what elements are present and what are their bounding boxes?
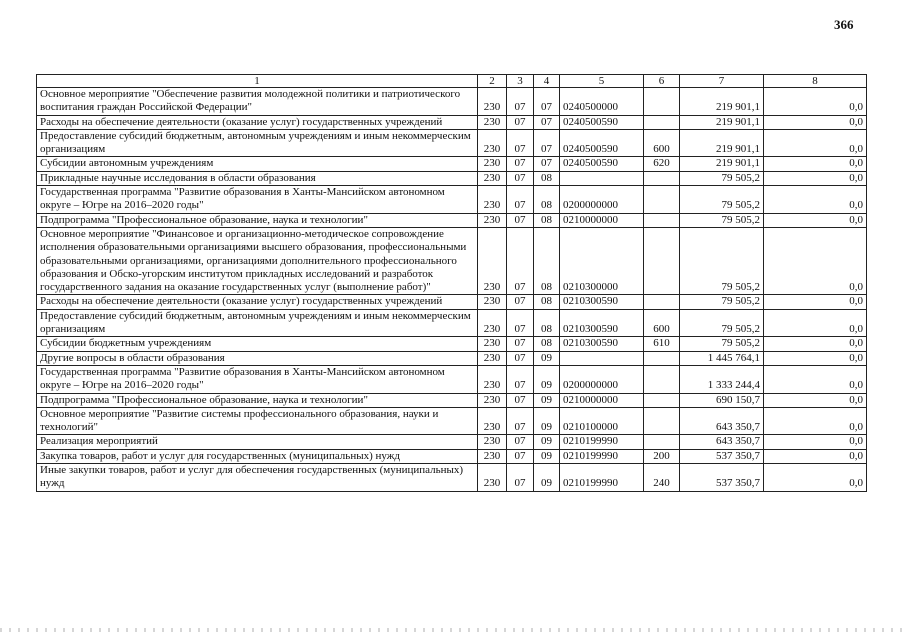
expense-type-cell bbox=[644, 365, 680, 393]
expense-type-cell bbox=[644, 393, 680, 407]
subsection-code-cell: 07 bbox=[534, 88, 560, 116]
item-name-cell: Основное мероприятие "Обеспечение развития молодежной политики и патриотического воспитания граждан Российской Федерации" bbox=[37, 88, 478, 116]
item-name-cell: Предоставление субсидий бюджетным, автономным учреждениям и иным некоммерческим организациям bbox=[37, 309, 478, 337]
column-header: 8 bbox=[764, 75, 867, 88]
table-row bbox=[37, 186, 867, 214]
expense-type-cell bbox=[644, 213, 680, 227]
section-code-cell: 07 bbox=[507, 393, 534, 407]
table-row bbox=[37, 464, 867, 492]
target-article-cell: 0200000000 bbox=[560, 186, 644, 214]
expense-type-cell bbox=[644, 407, 680, 435]
section-code-cell: 07 bbox=[507, 449, 534, 463]
subsection-code-cell: 07 bbox=[534, 129, 560, 157]
target-article-cell: 0240500000 bbox=[560, 88, 644, 116]
subsection-code-cell: 09 bbox=[534, 351, 560, 365]
section-code-cell: 07 bbox=[507, 227, 534, 294]
item-name-cell: Подпрограмма "Профессиональное образование, наука и технологии" bbox=[37, 393, 478, 407]
table-row bbox=[37, 393, 867, 407]
target-article-cell: 0210199990 bbox=[560, 464, 644, 492]
section-code-cell: 07 bbox=[507, 157, 534, 171]
table-row bbox=[37, 295, 867, 309]
amount-2-cell: 0,0 bbox=[764, 227, 867, 294]
admin-code-cell: 230 bbox=[478, 365, 507, 393]
table-row bbox=[37, 449, 867, 463]
target-article-cell: 0210000000 bbox=[560, 393, 644, 407]
item-name-cell: Государственная программа "Развитие образования в Ханты-Мансийском автономном округе – Югре на 2016–2020 годы" bbox=[37, 186, 478, 214]
amount-2-cell: 0,0 bbox=[764, 464, 867, 492]
amount-2-cell: 0,0 bbox=[764, 157, 867, 171]
section-code-cell: 07 bbox=[507, 309, 534, 337]
target-article-cell: 0210199990 bbox=[560, 449, 644, 463]
admin-code-cell: 230 bbox=[478, 295, 507, 309]
section-code-cell: 07 bbox=[507, 295, 534, 309]
item-name-cell: Основное мероприятие "Финансовое и организационно-методическое сопровождение исполнения образовательными организациями высшего образования, профессиональными образовательными организациями, организациями дополнительного профессионального образования и Обско-угорским институтом прикладных исследований и разработок государственного задания на оказание государственных услуг (выполнение работ)" bbox=[37, 227, 478, 294]
table-row bbox=[37, 309, 867, 337]
table-row bbox=[37, 115, 867, 129]
admin-code-cell: 230 bbox=[478, 407, 507, 435]
admin-code-cell: 230 bbox=[478, 337, 507, 351]
amount-2-cell: 0,0 bbox=[764, 337, 867, 351]
amount-cell: 537 350,7 bbox=[680, 449, 764, 463]
subsection-code-cell: 09 bbox=[534, 393, 560, 407]
admin-code-cell: 230 bbox=[478, 157, 507, 171]
item-name-cell: Субсидии автономным учреждениям bbox=[37, 157, 478, 171]
expense-type-cell bbox=[644, 295, 680, 309]
subsection-code-cell: 09 bbox=[534, 435, 560, 449]
column-header: 3 bbox=[507, 75, 534, 88]
amount-2-cell: 0,0 bbox=[764, 129, 867, 157]
target-article-cell: 0210100000 bbox=[560, 407, 644, 435]
expense-type-cell: 600 bbox=[644, 309, 680, 337]
amount-2-cell: 0,0 bbox=[764, 393, 867, 407]
subsection-code-cell: 08 bbox=[534, 295, 560, 309]
amount-2-cell: 0,0 bbox=[764, 295, 867, 309]
section-code-cell: 07 bbox=[507, 407, 534, 435]
amount-cell: 1 445 764,1 bbox=[680, 351, 764, 365]
subsection-code-cell: 08 bbox=[534, 337, 560, 351]
column-header: 5 bbox=[560, 75, 644, 88]
admin-code-cell: 230 bbox=[478, 351, 507, 365]
amount-2-cell: 0,0 bbox=[764, 365, 867, 393]
target-article-cell: 0210300590 bbox=[560, 309, 644, 337]
admin-code-cell: 230 bbox=[478, 464, 507, 492]
item-name-cell: Предоставление субсидий бюджетным, автономным учреждениям и иным некоммерческим организациям bbox=[37, 129, 478, 157]
target-article-cell: 0240500590 bbox=[560, 115, 644, 129]
table-row bbox=[37, 435, 867, 449]
item-name-cell: Государственная программа "Развитие образования в Ханты-Мансийском автономном округе – Югре на 2016–2020 годы" bbox=[37, 365, 478, 393]
target-article-cell: 0210300000 bbox=[560, 227, 644, 294]
amount-2-cell: 0,0 bbox=[764, 213, 867, 227]
expense-type-cell: 600 bbox=[644, 129, 680, 157]
expense-type-cell: 620 bbox=[644, 157, 680, 171]
subsection-code-cell: 07 bbox=[534, 115, 560, 129]
amount-cell: 79 505,2 bbox=[680, 227, 764, 294]
target-article-cell: 0240500590 bbox=[560, 129, 644, 157]
amount-cell: 219 901,1 bbox=[680, 115, 764, 129]
amount-2-cell: 0,0 bbox=[764, 88, 867, 116]
amount-2-cell: 0,0 bbox=[764, 351, 867, 365]
column-header: 7 bbox=[680, 75, 764, 88]
expense-type-cell bbox=[644, 435, 680, 449]
expense-type-cell bbox=[644, 227, 680, 294]
amount-2-cell: 0,0 bbox=[764, 309, 867, 337]
amount-2-cell: 0,0 bbox=[764, 115, 867, 129]
subsection-code-cell: 09 bbox=[534, 464, 560, 492]
table-body bbox=[37, 88, 867, 492]
item-name-cell: Другие вопросы в области образования bbox=[37, 351, 478, 365]
table-row bbox=[37, 213, 867, 227]
expense-type-cell: 200 bbox=[644, 449, 680, 463]
target-article-cell: 0210000000 bbox=[560, 213, 644, 227]
target-article-cell: 0200000000 bbox=[560, 365, 644, 393]
expense-type-cell: 240 bbox=[644, 464, 680, 492]
admin-code-cell: 230 bbox=[478, 171, 507, 185]
table-row bbox=[37, 227, 867, 294]
page-number: 366 bbox=[834, 17, 854, 32]
admin-code-cell: 230 bbox=[478, 88, 507, 116]
subsection-code-cell: 08 bbox=[534, 213, 560, 227]
amount-cell: 79 505,2 bbox=[680, 337, 764, 351]
amount-cell: 219 901,1 bbox=[680, 157, 764, 171]
table-row bbox=[37, 129, 867, 157]
table-row bbox=[37, 407, 867, 435]
expense-type-cell bbox=[644, 115, 680, 129]
amount-cell: 79 505,2 bbox=[680, 186, 764, 214]
budget-table bbox=[36, 74, 867, 492]
item-name-cell: Иные закупки товаров, работ и услуг для обеспечения государственных (муниципальных) нужд bbox=[37, 464, 478, 492]
amount-cell: 79 505,2 bbox=[680, 309, 764, 337]
subsection-code-cell: 08 bbox=[534, 186, 560, 214]
amount-2-cell: 0,0 bbox=[764, 407, 867, 435]
section-code-cell: 07 bbox=[507, 171, 534, 185]
subsection-code-cell: 08 bbox=[534, 309, 560, 337]
expense-type-cell bbox=[644, 88, 680, 116]
section-code-cell: 07 bbox=[507, 435, 534, 449]
amount-cell: 219 901,1 bbox=[680, 129, 764, 157]
subsection-code-cell: 09 bbox=[534, 449, 560, 463]
target-article-cell: 0210199990 bbox=[560, 435, 644, 449]
table-header-row bbox=[37, 75, 867, 88]
amount-cell: 643 350,7 bbox=[680, 435, 764, 449]
subsection-code-cell: 09 bbox=[534, 365, 560, 393]
target-article-cell bbox=[560, 171, 644, 185]
table-row bbox=[37, 171, 867, 185]
amount-cell: 1 333 244,4 bbox=[680, 365, 764, 393]
column-header: 1 bbox=[37, 75, 478, 88]
column-header: 2 bbox=[478, 75, 507, 88]
section-code-cell: 07 bbox=[507, 351, 534, 365]
section-code-cell: 07 bbox=[507, 88, 534, 116]
section-code-cell: 07 bbox=[507, 115, 534, 129]
section-code-cell: 07 bbox=[507, 186, 534, 214]
section-code-cell: 07 bbox=[507, 129, 534, 157]
admin-code-cell: 230 bbox=[478, 213, 507, 227]
admin-code-cell: 230 bbox=[478, 393, 507, 407]
item-name-cell: Субсидии бюджетным учреждениям bbox=[37, 337, 478, 351]
section-code-cell: 07 bbox=[507, 365, 534, 393]
subsection-code-cell: 09 bbox=[534, 407, 560, 435]
subsection-code-cell: 08 bbox=[534, 227, 560, 294]
admin-code-cell: 230 bbox=[478, 309, 507, 337]
item-name-cell: Основное мероприятие "Развитие системы профессионального образования, науки и технологий" bbox=[37, 407, 478, 435]
table-row bbox=[37, 351, 867, 365]
item-name-cell: Прикладные научные исследования в области образования bbox=[37, 171, 478, 185]
target-article-cell: 0210300590 bbox=[560, 295, 644, 309]
item-name-cell: Реализация мероприятий bbox=[37, 435, 478, 449]
item-name-cell: Закупка товаров, работ и услуг для государственных (муниципальных) нужд bbox=[37, 449, 478, 463]
section-code-cell: 07 bbox=[507, 213, 534, 227]
amount-cell: 219 901,1 bbox=[680, 88, 764, 116]
expense-type-cell bbox=[644, 171, 680, 185]
section-code-cell: 07 bbox=[507, 464, 534, 492]
target-article-cell: 0240500590 bbox=[560, 157, 644, 171]
table-row bbox=[37, 365, 867, 393]
item-name-cell: Расходы на обеспечение деятельности (оказание услуг) государственных учреждений bbox=[37, 295, 478, 309]
column-header: 4 bbox=[534, 75, 560, 88]
admin-code-cell: 230 bbox=[478, 129, 507, 157]
admin-code-cell: 230 bbox=[478, 435, 507, 449]
table-row bbox=[37, 157, 867, 171]
target-article-cell bbox=[560, 351, 644, 365]
section-code-cell: 07 bbox=[507, 337, 534, 351]
admin-code-cell: 230 bbox=[478, 115, 507, 129]
amount-2-cell: 0,0 bbox=[764, 186, 867, 214]
expense-type-cell: 610 bbox=[644, 337, 680, 351]
amount-cell: 79 505,2 bbox=[680, 295, 764, 309]
amount-2-cell: 0,0 bbox=[764, 435, 867, 449]
amount-cell: 79 505,2 bbox=[680, 171, 764, 185]
expense-type-cell bbox=[644, 351, 680, 365]
admin-code-cell: 230 bbox=[478, 449, 507, 463]
amount-cell: 690 150,7 bbox=[680, 393, 764, 407]
admin-code-cell: 230 bbox=[478, 186, 507, 214]
column-header: 6 bbox=[644, 75, 680, 88]
subsection-code-cell: 07 bbox=[534, 157, 560, 171]
expense-type-cell bbox=[644, 186, 680, 214]
amount-2-cell: 0,0 bbox=[764, 171, 867, 185]
amount-cell: 643 350,7 bbox=[680, 407, 764, 435]
amount-2-cell: 0,0 bbox=[764, 449, 867, 463]
amount-cell: 79 505,2 bbox=[680, 213, 764, 227]
item-name-cell: Расходы на обеспечение деятельности (оказание услуг) государственных учреждений bbox=[37, 115, 478, 129]
table-row bbox=[37, 337, 867, 351]
amount-cell: 537 350,7 bbox=[680, 464, 764, 492]
subsection-code-cell: 08 bbox=[534, 171, 560, 185]
item-name-cell: Подпрограмма "Профессиональное образование, наука и технологии" bbox=[37, 213, 478, 227]
table-row bbox=[37, 88, 867, 116]
admin-code-cell: 230 bbox=[478, 227, 507, 294]
scan-artifact-line bbox=[0, 628, 905, 632]
target-article-cell: 0210300590 bbox=[560, 337, 644, 351]
